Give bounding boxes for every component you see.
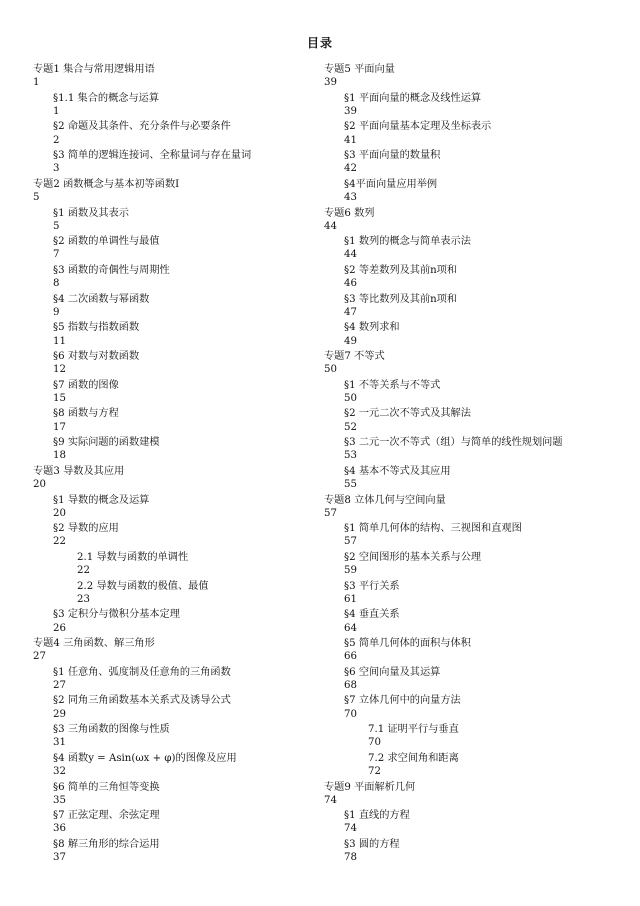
toc-section[interactable] <box>324 666 624 692</box>
toc-section[interactable] <box>33 321 323 347</box>
toc-section[interactable] <box>324 235 624 261</box>
toc-entry-page-number: 11 <box>53 335 66 347</box>
toc-entry-title: §1.1 集合的概念与运算 <box>53 92 160 104</box>
toc-section[interactable] <box>324 379 624 405</box>
toc-section[interactable] <box>324 178 624 204</box>
toc-chapter[interactable] <box>324 781 624 807</box>
toc-section[interactable] <box>33 149 323 175</box>
toc-entry-page-number: 70 <box>344 708 357 720</box>
toc-entry-page-number: 1 <box>33 77 40 89</box>
toc-entry-title: §2 函数的单调性与最值 <box>53 236 160 248</box>
toc-entry-page-number: 44 <box>344 249 357 261</box>
toc-entry-title: §4 基本不等式及其应用 <box>344 465 451 477</box>
toc-entry-page-number: 27 <box>53 679 66 691</box>
toc-entry-page-number: 5 <box>33 192 40 204</box>
toc-entry-page-number: 43 <box>344 192 357 204</box>
toc-entry-title: 专题2 函数概念与基本初等函数Ⅰ <box>33 178 180 190</box>
toc-entry-page-number: 66 <box>344 651 357 663</box>
toc-entry-title: §5 简单几何体的面积与体积 <box>344 638 471 650</box>
toc-entry-page-number: 53 <box>344 450 357 462</box>
toc-section[interactable] <box>33 809 323 835</box>
toc-entry-title: §1 不等关系与不等式 <box>344 379 441 391</box>
toc-entry-page-number: 57 <box>344 536 357 548</box>
toc-entry-title: §4平面向量应用举例 <box>344 178 438 190</box>
toc-entry-page-number: 57 <box>324 507 337 519</box>
toc-section[interactable] <box>324 580 624 606</box>
toc-subsection[interactable] <box>33 551 323 577</box>
toc-section[interactable] <box>324 522 624 548</box>
toc-section[interactable] <box>324 436 624 462</box>
toc-entry-title: 专题9 平面解析几何 <box>324 781 416 793</box>
toc-entry-page-number: 50 <box>324 364 337 376</box>
toc-entry-title: §2 一元二次不等式及其解法 <box>344 408 471 420</box>
toc-entry-page-number: 47 <box>344 306 357 318</box>
toc-section[interactable] <box>324 293 624 319</box>
toc-entry-title: §1 任意角、弧度制及任意角的三角函数 <box>53 666 231 678</box>
toc-entry-title: §3 等比数列及其前n项和 <box>344 293 458 305</box>
toc-entry-page-number: 37 <box>53 852 66 864</box>
toc-entry-title: §6 对数与对数函数 <box>53 351 140 363</box>
toc-section[interactable] <box>33 723 323 749</box>
toc-entry-title: §7 立体几何中的向量方法 <box>344 695 461 707</box>
toc-entry-title: §4 二次函数与幂函数 <box>53 293 150 305</box>
toc-entry-title: §4 垂直关系 <box>344 609 400 621</box>
toc-entry-page-number: 26 <box>53 622 66 634</box>
toc-entry-page-number: 46 <box>344 278 357 290</box>
toc-entry-title: §7 函数的图像 <box>53 379 119 391</box>
toc-section[interactable] <box>324 465 624 491</box>
toc-section[interactable] <box>324 637 624 663</box>
toc-chapter[interactable] <box>33 465 323 491</box>
toc-section[interactable] <box>324 809 624 835</box>
toc-entry-title: §1 直线的方程 <box>344 810 410 822</box>
toc-section[interactable] <box>33 264 323 290</box>
toc-entry-title: 2.1 导数与函数的单调性 <box>77 551 189 563</box>
toc-section[interactable] <box>324 551 624 577</box>
toc-entry-title: §3 平面向量的数量积 <box>344 150 441 162</box>
toc-section[interactable] <box>33 608 323 634</box>
toc-entry-title: §3 函数的奇偶性与周期性 <box>53 264 170 276</box>
toc-section[interactable] <box>324 321 624 347</box>
toc-section[interactable] <box>33 436 323 462</box>
toc-section[interactable] <box>33 350 323 376</box>
toc-entry-title: §3 圆的方程 <box>344 838 400 850</box>
toc-entry-title: §1 简单几何体的结构、三视图和直观图 <box>344 523 522 535</box>
toc-entry-title: §1 函数及其表示 <box>53 207 129 219</box>
toc-chapter[interactable] <box>324 494 624 520</box>
toc-entry-page-number: 1 <box>53 105 60 117</box>
toc-chapter[interactable] <box>33 178 323 204</box>
toc-section[interactable] <box>33 379 323 405</box>
toc-chapter[interactable] <box>324 207 624 233</box>
toc-section[interactable] <box>33 92 323 118</box>
toc-section[interactable] <box>33 207 323 233</box>
toc-entry-page-number: 68 <box>344 679 357 691</box>
toc-entry-title: 2.2 导数与函数的极值、最值 <box>77 580 209 592</box>
toc-entry-title: §2 导数的应用 <box>53 523 119 535</box>
toc-entry-page-number: 7 <box>53 249 60 261</box>
toc-section[interactable] <box>324 92 624 118</box>
toc-entry-title: §2 等差数列及其前n项和 <box>344 264 458 276</box>
toc-entry-page-number: 31 <box>53 737 66 749</box>
toc-section[interactable] <box>324 608 624 634</box>
toc-entry-page-number: 20 <box>33 479 46 491</box>
toc-entry-page-number: 36 <box>53 823 66 835</box>
toc-entry-title: §5 指数与指数函数 <box>53 322 140 334</box>
toc-entry-title: §7 正弦定理、余弦定理 <box>53 810 160 822</box>
toc-subsection[interactable] <box>324 723 624 749</box>
toc-entry-title: 7.2 求空间角和距离 <box>368 752 459 764</box>
toc-entry-title: §2 命题及其条件、充分条件与必要条件 <box>53 121 231 133</box>
toc-section[interactable] <box>33 494 323 520</box>
toc-entry-page-number: 72 <box>368 766 381 778</box>
toc-entry-page-number: 20 <box>53 507 66 519</box>
toc-section[interactable] <box>33 838 323 864</box>
toc-section[interactable] <box>324 264 624 290</box>
toc-section[interactable] <box>324 407 624 433</box>
toc-entry-page-number: 5 <box>53 220 60 232</box>
toc-entry-title: §3 平行关系 <box>344 580 400 592</box>
toc-entry-title: 专题1 集合与常用逻辑用语 <box>33 64 155 75</box>
toc-entry-page-number: 18 <box>53 450 66 462</box>
toc-entry-title: 专题6 数列 <box>324 207 375 219</box>
toc-entry-page-number: 44 <box>324 220 337 232</box>
toc-entry-title: §3 二元一次不等式（组）与简单的线性规划问题 <box>344 437 563 449</box>
toc-entry-title: §3 三角函数的图像与性质 <box>53 724 170 736</box>
toc-entry-title: 专题7 不等式 <box>324 351 385 363</box>
toc-chapter[interactable] <box>324 63 624 89</box>
toc-entry-title: §3 简单的逻辑连接词、全称量词与存在量词 <box>53 150 252 162</box>
toc-entry-title: §2 空间图形的基本关系与公理 <box>344 551 482 563</box>
toc-entry-title: §6 空间向量及其运算 <box>344 666 441 678</box>
toc-entry-page-number: 3 <box>53 163 60 175</box>
toc-section[interactable] <box>324 838 624 864</box>
toc-entry-page-number: 64 <box>344 622 357 634</box>
toc-entry-title: §9 实际问题的函数建模 <box>53 437 160 449</box>
toc-entry-page-number: 9 <box>53 306 60 318</box>
toc-section[interactable] <box>33 407 323 433</box>
toc-entry-page-number: 29 <box>53 708 66 720</box>
toc-subsection[interactable] <box>33 580 323 606</box>
toc-section[interactable] <box>33 752 323 778</box>
toc-entry-page-number: 8 <box>53 278 60 290</box>
toc-entry-page-number: 78 <box>344 852 357 864</box>
toc-entry-page-number: 52 <box>344 421 357 433</box>
page-title: 目录 <box>306 36 333 50</box>
toc-entry-title: 专题8 立体几何与空间向量 <box>324 494 446 506</box>
toc-entry-title: §2 同角三角函数基本关系式及诱导公式 <box>53 695 231 707</box>
toc-entry-title: §3 定积分与微积分基本定理 <box>53 609 180 621</box>
toc-entry-page-number: 15 <box>53 392 66 404</box>
toc-entry-page-number: 41 <box>344 134 357 146</box>
toc-entry-title: §1 数列的概念与简单表示法 <box>344 236 471 248</box>
toc-section[interactable] <box>324 120 624 146</box>
toc-entry-title: 专题4 三角函数、解三角形 <box>33 638 155 650</box>
toc-entry-page-number: 50 <box>344 392 357 404</box>
toc-entry-page-number: 49 <box>344 335 357 347</box>
toc-entry-page-number: 35 <box>53 794 66 806</box>
toc-entry-title: §8 解三角形的综合运用 <box>53 838 160 850</box>
toc-entry-title: §8 函数与方程 <box>53 408 119 420</box>
toc-entry-page-number: 39 <box>324 77 337 89</box>
toc-subsection[interactable] <box>324 752 624 778</box>
toc-entry-title: §1 平面向量的概念及线性运算 <box>344 92 482 104</box>
toc-section[interactable] <box>33 666 323 692</box>
toc-entry-page-number: 39 <box>344 105 357 117</box>
toc-entry-page-number: 42 <box>344 163 357 175</box>
toc-entry-page-number: 74 <box>344 823 357 835</box>
toc-entry-page-number: 70 <box>368 737 381 749</box>
toc-entry-title: 专题3 导数及其应用 <box>33 465 125 477</box>
toc-entry-page-number: 22 <box>53 536 66 548</box>
toc-column-right <box>324 63 624 864</box>
toc-entry-page-number: 2 <box>53 134 60 146</box>
toc-entry-page-number: 59 <box>344 565 357 577</box>
toc-entry-page-number: 27 <box>33 651 46 663</box>
toc-section[interactable] <box>33 694 323 720</box>
toc-entry-page-number: 17 <box>53 421 66 433</box>
toc-entry-title: §1 导数的概念及运算 <box>53 494 150 506</box>
toc-entry-page-number: 55 <box>344 479 357 491</box>
toc-entry-title: 专题5 平面向量 <box>324 64 395 75</box>
toc-entry-title: 7.1 证明平行与垂直 <box>368 724 459 736</box>
toc-section[interactable] <box>33 235 323 261</box>
toc-entry-title: §4 数列求和 <box>344 322 400 334</box>
toc-entry-page-number: 32 <box>53 766 66 778</box>
toc-section[interactable] <box>33 781 323 807</box>
toc-column-left <box>33 63 323 864</box>
toc-section[interactable] <box>33 522 323 548</box>
toc-entry-page-number: 74 <box>324 794 337 806</box>
toc-section[interactable] <box>33 120 323 146</box>
toc-section[interactable] <box>324 694 624 720</box>
toc-entry-title: §2 平面向量基本定理及坐标表示 <box>344 121 492 133</box>
toc-chapter[interactable] <box>33 637 323 663</box>
toc-chapter[interactable] <box>324 350 624 376</box>
toc-section[interactable] <box>33 293 323 319</box>
toc-entry-page-number: 22 <box>77 565 90 577</box>
toc-entry-title: §4 函数y = Asin(ωx + φ)的图像及应用 <box>53 752 237 764</box>
toc-entry-title: §6 简单的三角恒等变换 <box>53 781 160 793</box>
toc-section[interactable] <box>324 149 624 175</box>
toc-entry-page-number: 23 <box>77 593 90 605</box>
toc-entry-page-number: 12 <box>53 364 66 376</box>
toc-chapter[interactable] <box>33 63 323 89</box>
toc-entry-page-number: 61 <box>344 593 357 605</box>
